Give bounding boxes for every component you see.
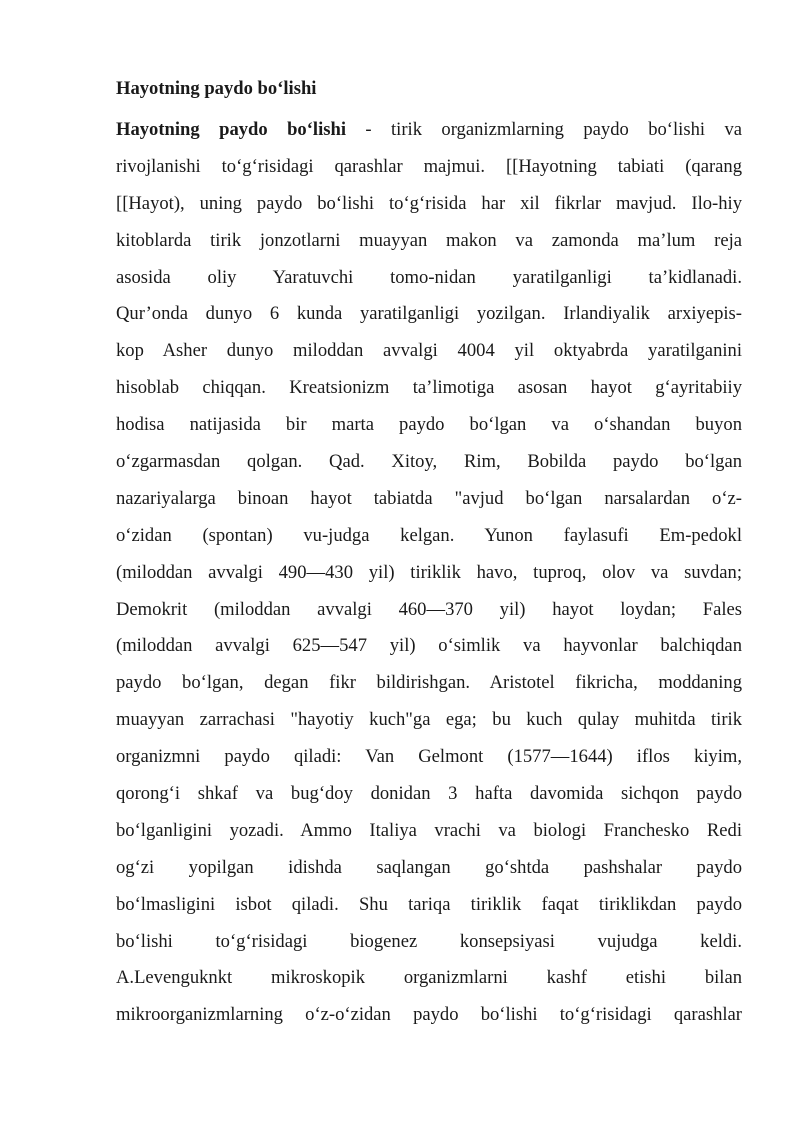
paragraph-line: qorong‘i shkaf va bug‘doy donidan 3 hafta davomida sichqon paydo [116,783,742,805]
body-paragraph [116,112,742,1034]
paragraph-line: organizmni paydo qiladi: Van Gelmont (1577—1644) iflos kiyim, [116,746,742,768]
paragraph-line: hodisa natijasida bir marta paydo bo‘lgan va o‘shandan buyon [116,414,742,436]
paragraph-line: mikroorganizmlarning o‘z-o‘zidan paydo bo‘lishi to‘g‘risidagi qarashlar [116,1004,742,1026]
paragraph-line: bo‘lmasligini isbot qiladi. Shu tariqa tiriklik faqat tiriklikdan paydo [116,893,742,915]
paragraph-line: asosida oliy Yaratuvchi tomo-nidan yaratilganligi ta’kidlanadi. [116,266,742,288]
paragraph-line: bo‘lishi to‘g‘risidagi biogenez konsepsiyasi vujudga keldi. [116,930,742,952]
page-title: Hayotning paydo bo‘lishi [116,78,317,99]
paragraph-line: o‘zgarmasdan qolgan. Qad. Xitoy, Rim, Bobilda paydo bo‘lgan [116,451,742,473]
paragraph-line-1 [116,112,742,149]
lead-term: Hayotning paydo bo‘lishi [116,119,346,140]
paragraph-line: bo‘lganligini yozadi. Ammo Italiya vrachi va biologi Franchesko Redi [116,819,742,841]
paragraph-line: [[Hayot), uning paydo bo‘lishi to‘g‘risida har xil fikrlar mavjud. Ilo-hiy [116,192,742,214]
paragraph-line: muayyan zarrachasi "hayotiy kuch"ga ega; bu kuch qulay muhitda tirik [116,709,742,731]
paragraph-line: (miloddan avvalgi 625—547 yil) o‘simlik va hayvonlar balchiqdan [116,635,742,657]
paragraph-line: paydo bo‘lgan, degan fikr bildirishgan. Aristotel fikricha, moddaning [116,672,742,694]
document-page [116,74,742,1034]
title-wrap [116,74,742,106]
paragraph-line: Qur’onda dunyo 6 kunda yaratilganligi yozilgan. Irlandiyalik arxiyepis- [116,303,742,325]
paragraph-line: rivojlanishi to‘g‘risidagi qarashlar majmui. [[Hayotning tabiati (qarang [116,155,742,177]
paragraph-line: kop Asher dunyo miloddan avvalgi 4004 yil oktyabrda yaratilganini [116,340,742,362]
paragraph-line: o‘zidan (spontan) vu-judga kelgan. Yunon faylasufi Em-pedokl [116,524,742,546]
paragraph-line: hisoblab chiqqan. Kreatsionizm ta’limotiga asosan hayot g‘ayritabiiy [116,377,742,399]
line-text: - tirik organizmlarning paydo bo‘lishi va [346,119,742,140]
paragraph-line: nazariyalarga binoan hayot tabiatda "avjud bo‘lgan narsalardan o‘z- [116,487,742,509]
paragraph-line: og‘zi yopilgan idishda saqlangan go‘shtda pashshalar paydo [116,856,742,878]
paragraph-line: kitoblarda tirik jonzotlarni muayyan makon va zamonda ma’lum reja [116,229,742,251]
paragraph-line: A.Levenguknkt mikroskopik organizmlarni kashf etishi bilan [116,967,742,989]
paragraph-line: (miloddan avvalgi 490—430 yil) tiriklik havo, tuproq, olov va suvdan; [116,561,742,583]
paragraph-line: Demokrit (miloddan avvalgi 460—370 yil) hayot loydan; Fales [116,598,742,620]
